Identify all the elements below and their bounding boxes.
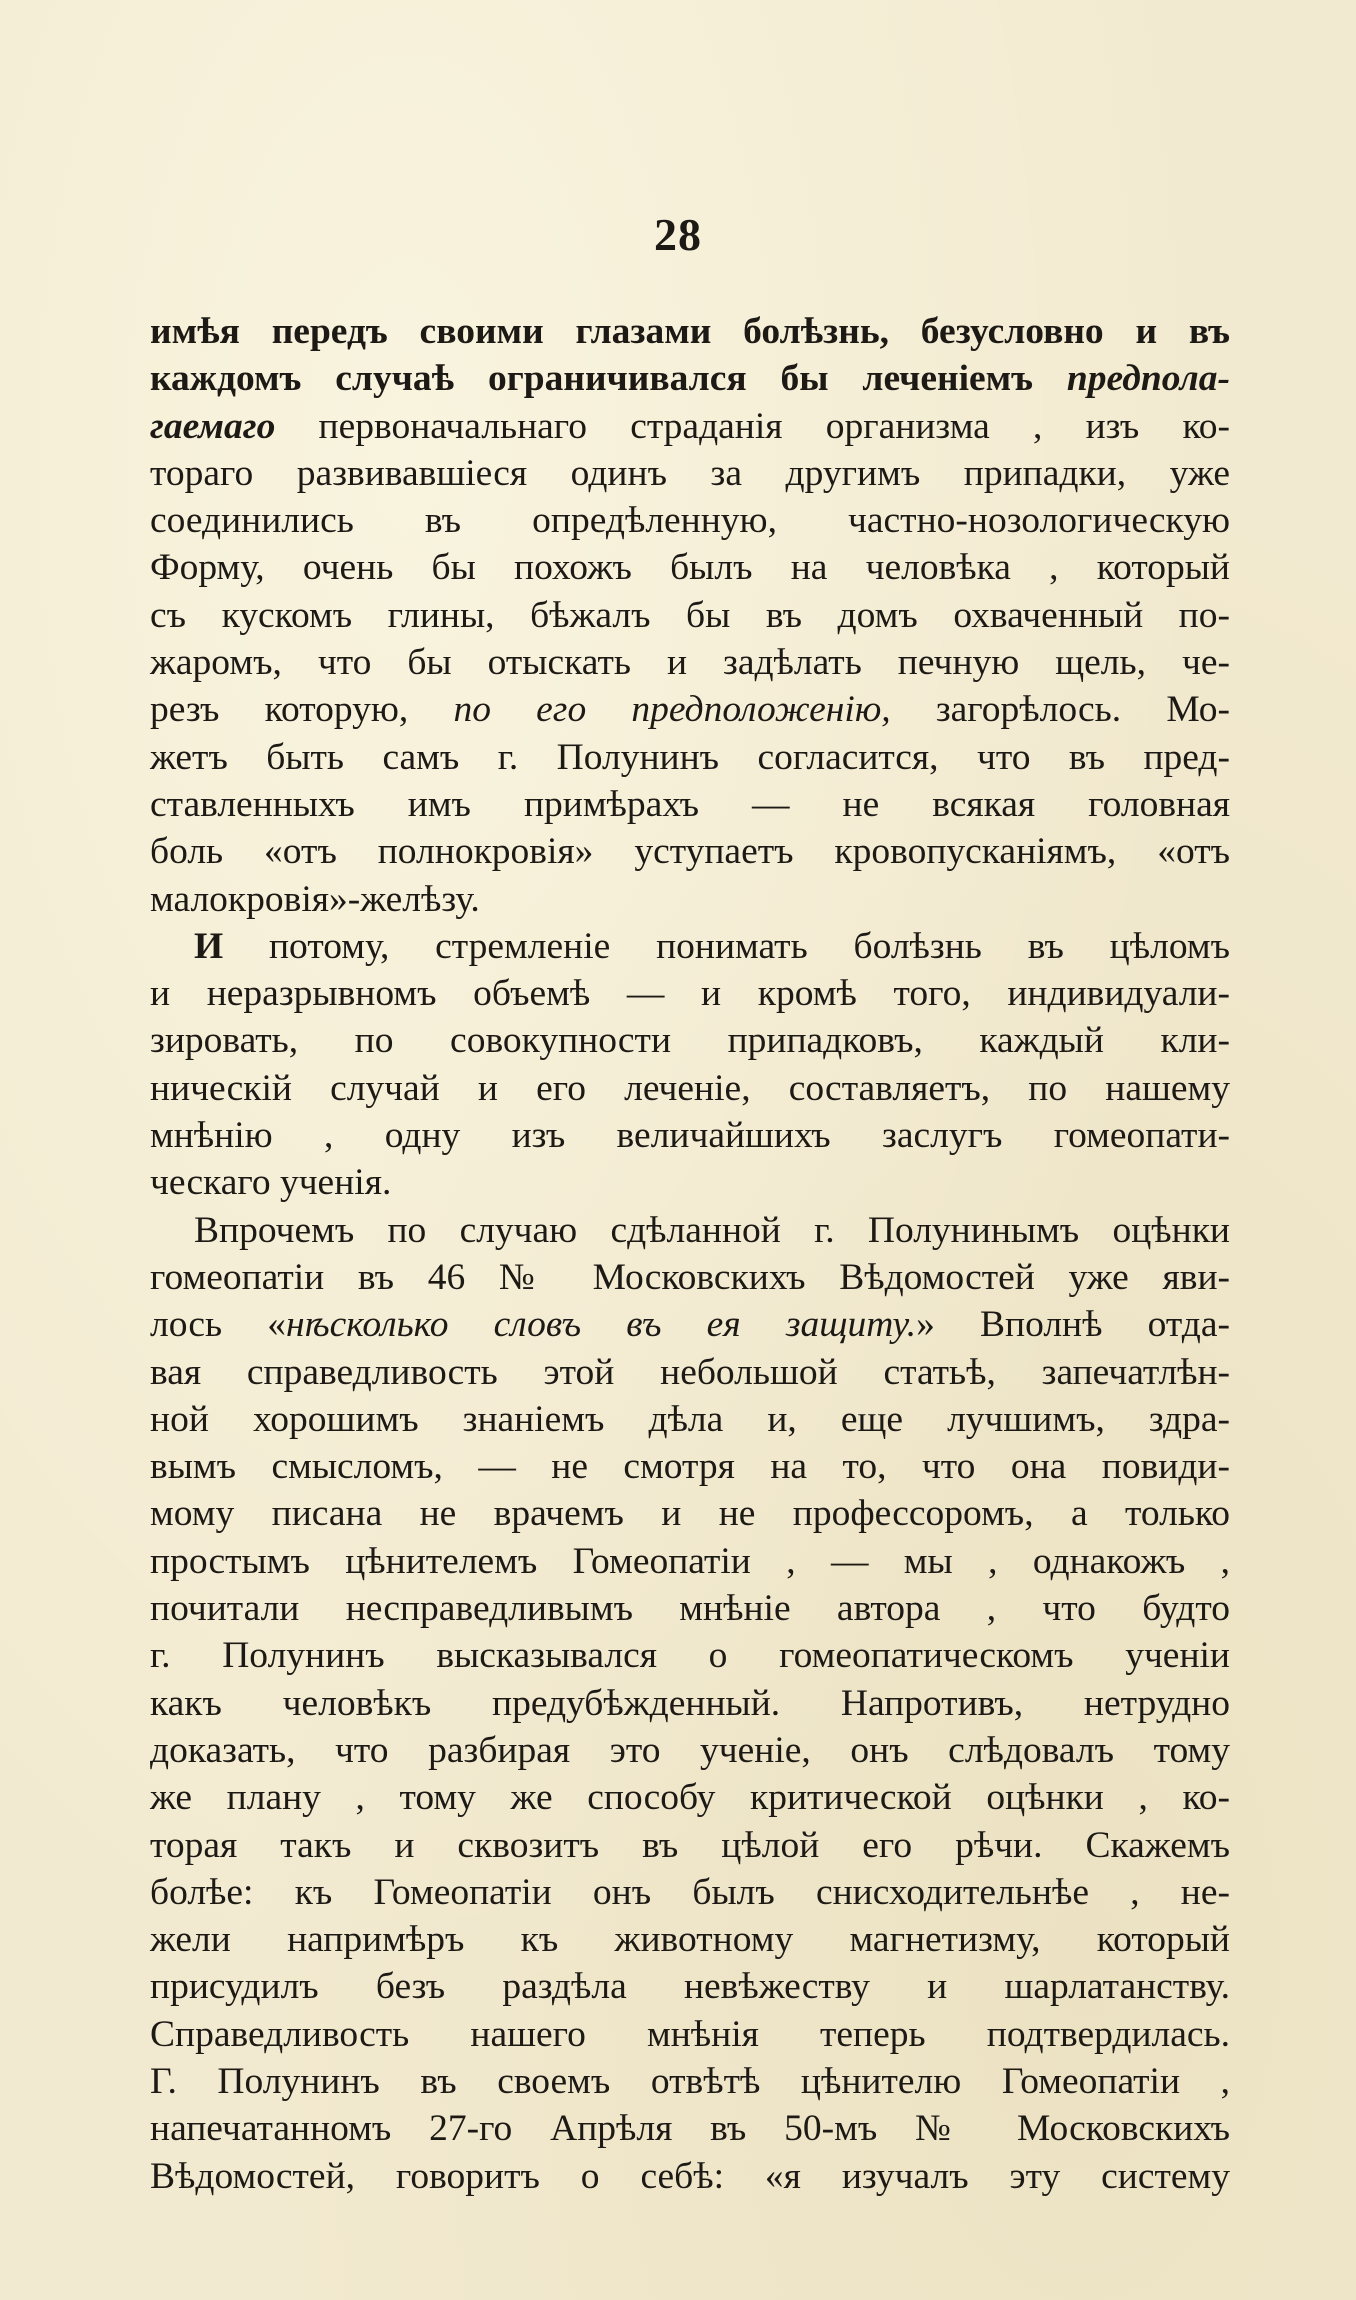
text-segment: ставленныхъ имъ примѣрахъ — не всякая головная [150, 783, 1230, 825]
text-segment: напечатанномъ 27-го Апрѣля въ 50-мъ № Московскихъ [150, 2108, 1230, 2150]
text-line [150, 686, 1230, 733]
text-line [150, 1065, 1230, 1112]
text-segment: резъ которую, [150, 689, 454, 731]
text-segment: имѣя передъ своими глазами болѣзнь, безусловно и въ [150, 311, 1230, 352]
text-segment: жетъ быть самъ г. Полунинъ согласится, что въ пред- [150, 736, 1230, 778]
text-segment: первоначальнаго страданія организма , изъ ко- [275, 405, 1230, 447]
text-line [150, 1822, 1230, 1869]
text-line [150, 1301, 1230, 1348]
text-line [150, 2058, 1230, 2105]
text-line [150, 876, 1230, 923]
text-line [150, 639, 1230, 686]
text-segment: малокровія»-желѣзу. [150, 878, 480, 920]
text-segment: нѣсколько словъ въ ея защиту. [286, 1304, 917, 1346]
text-segment: торая такъ и сквозитъ въ цѣлой его рѣчи. Скажемъ [150, 1824, 1230, 1866]
text-line [150, 781, 1230, 828]
text-segment: вымъ смысломъ, — не смотря на то, что она повиди- [150, 1446, 1230, 1488]
text-segment: присудилъ безъ раздѣла невѣжеству и шарлатанству. [150, 1966, 1230, 2008]
text-line [150, 1727, 1230, 1774]
text-line [150, 1632, 1230, 1679]
text-segment: загорѣлось. Мо- [890, 689, 1230, 731]
text-line [150, 355, 1230, 402]
text-line [150, 828, 1230, 875]
text-segment: и неразрывномъ объемѣ — и кромѣ того, индивидуали- [150, 973, 1230, 1015]
text-segment: вая справедливость этой небольшой статьѣ, запечатлѣн- [150, 1351, 1230, 1393]
text-segment: ническій случай и его леченіе, составляетъ, по нашему [150, 1067, 1230, 1109]
text-line [150, 923, 1230, 970]
text-line [150, 1159, 1230, 1206]
text-line [150, 1112, 1230, 1159]
text-segment: каждомъ случаѣ ограничивался бы леченіемъ [150, 358, 1067, 400]
text-segment: Справедливость нашего мнѣнія теперь подтвердилась. [150, 2013, 1230, 2055]
text-line [150, 2105, 1230, 2152]
text-line [150, 1017, 1230, 1064]
text-segment: ческаго ученія. [150, 1162, 392, 1204]
text-line [150, 1869, 1230, 1916]
page-number: 28 [654, 209, 702, 260]
text-segment: доказать, что разбирая это ученіе, онъ слѣдовалъ тому [150, 1729, 1230, 1771]
text-segment: ной хорошимъ знаніемъ дѣла и, еще лучшимъ, здра- [150, 1398, 1230, 1440]
body-text [150, 308, 1230, 2200]
text-segment: жаромъ, что бы отыскать и задѣлать печную щель, че- [150, 642, 1230, 684]
text-segment: же плану , тому же способу критической оцѣнки , ко- [150, 1777, 1230, 1819]
text-segment: соединились въ опредѣленную, частно-нозологическую [150, 500, 1230, 542]
text-line [150, 1538, 1230, 1585]
text-line [150, 403, 1230, 450]
text-line [150, 1349, 1230, 1396]
text-line [150, 1207, 1230, 1254]
text-segment: Вѣдомостей, говоритъ о себѣ: «я изучалъ эту систему [150, 2155, 1230, 2197]
text-segment: почитали несправедливымъ мнѣніе автора , что будто [150, 1588, 1230, 1630]
text-line [150, 544, 1230, 591]
text-segment: потому, стремленіе понимать болѣзнь въ цѣломъ [223, 925, 1230, 967]
text-segment: мнѣнію , одну изъ величайшихъ заслугъ гомеопати- [150, 1115, 1230, 1157]
text-line [150, 970, 1230, 1017]
text-segment: гомеопатіи въ 46 № Московскихъ Вѣдомостей уже яви- [150, 1256, 1230, 1298]
text-segment: г. Полунинъ высказывался о гомеопатическомъ ученіи [150, 1635, 1230, 1677]
text-line [150, 1254, 1230, 1301]
text-segment: предпола- [1066, 358, 1230, 400]
text-segment: Форму, очень бы похожъ былъ на человѣка , который [150, 547, 1230, 589]
text-segment: зировать, по совокупности припадковъ, каждый кли- [150, 1020, 1230, 1062]
text-line [150, 1774, 1230, 1821]
text-segment: Г. Полунинъ въ своемъ отвѣтѣ цѣнителю Гомеопатіи , [150, 2060, 1230, 2102]
text-line [150, 592, 1230, 639]
text-line [150, 1680, 1230, 1727]
text-segment: по его предположенію, [453, 689, 891, 731]
text-line [150, 1443, 1230, 1490]
text-line [150, 1396, 1230, 1443]
text-line [150, 1916, 1230, 1963]
text-segment: жели напримѣръ къ животному магнетизму, который [150, 1919, 1230, 1961]
text-segment: простымъ цѣнителемъ Гомеопатіи , — мы , однакожъ , [150, 1540, 1230, 1582]
text-segment: » Вполнѣ отда- [916, 1304, 1230, 1346]
text-segment: мому писана не врачемъ и не профессоромъ, а только [150, 1493, 1230, 1535]
text-line [150, 2011, 1230, 2058]
text-segment: лось « [150, 1304, 287, 1346]
text-line [150, 734, 1230, 781]
text-line [150, 1963, 1230, 2010]
text-line [150, 1585, 1230, 1632]
text-segment: болѣе: къ Гомеопатіи онъ былъ снисходительнѣе , не- [150, 1871, 1230, 1913]
text-line [150, 450, 1230, 497]
text-segment: съ кускомъ глины, бѣжалъ бы въ домъ охваченный по- [150, 594, 1230, 636]
text-line [150, 308, 1230, 355]
text-line [150, 2153, 1230, 2200]
text-segment: боль «отъ полнокровія» уступаетъ кровопусканіямъ, «отъ [150, 831, 1230, 873]
text-segment: тораго развивавшіеся одинъ за другимъ припадки, уже [150, 452, 1230, 494]
text-line [150, 1490, 1230, 1537]
text-segment: И [194, 925, 224, 967]
text-segment: какъ человѣкъ предубѣжденный. Напротивъ, нетрудно [150, 1682, 1230, 1724]
text-segment: Впрочемъ по случаю сдѣланной г. Полунинымъ оцѣнки [194, 1209, 1230, 1251]
text-segment: гаемаго [150, 405, 276, 447]
text-line [150, 497, 1230, 544]
